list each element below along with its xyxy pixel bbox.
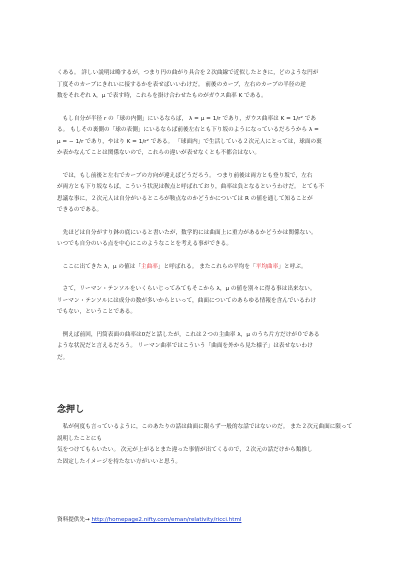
reference-link[interactable]: http://homepage2.nifty.com/eman/relativity/ricci.html xyxy=(91,517,242,523)
text-line: た固定したイメージを持たない方がいいと思う。 xyxy=(57,458,181,465)
text-line xyxy=(57,262,355,274)
text-fragment: ここに出てきた λ，μ の値は「 xyxy=(57,263,141,270)
text-line: ような状況だと言えるだろう。 リーマン曲率ではこういう「曲面を外から見た様子」は表せないわけ xyxy=(57,343,313,349)
paragraph-1 xyxy=(57,68,355,103)
principal-curvature-term: 主曲率 xyxy=(141,263,158,270)
paragraph-7 xyxy=(57,330,355,365)
paragraph-6 xyxy=(57,284,355,319)
text-line: 先ほどは自分がすり鉢の底にいると書いたが，数学的には曲面上に重力があるかどうかは関係ない。 xyxy=(57,229,317,236)
section-heading: 念押し xyxy=(57,405,85,415)
text-line: では，もし前後と左右でカーブの方向が違えばどうだろう。 つまり前後は両方とも登り坂で，左右 xyxy=(57,172,313,179)
paragraph-3 xyxy=(57,171,355,217)
text-line: 私が何度も言っているように，このあたりの話は曲面に限らず一般的な話ではないのだ。 また２次元曲面に限って説明したことにも xyxy=(57,424,353,442)
text-line: 例えば前回，円筒表面の曲率は0だと話したが，これは２つの主曲率 λ，μ のうち片方だけが０である xyxy=(57,331,320,338)
text-line: もし自分が半径 r の「球の内側」にいるならば， λ = μ = 1/r であり，ガウス曲率は K = 1/r² であ xyxy=(57,115,316,122)
mean-curvature-term: 平均曲率 xyxy=(255,263,279,270)
text-line: さて，リーマン・テンソルをいくらいじってみてもそこから λ，μ の値を別々に得る事は出来ない。 xyxy=(57,286,316,292)
text-line: だ。 xyxy=(57,354,69,361)
reference-label: 資料提供先→ xyxy=(57,517,90,523)
text-line: できるのである。 xyxy=(57,207,103,213)
text-line: 数をそれぞれ λ，μ で表す時，これらを掛け合わせたものがガウス曲率 K である。 xyxy=(57,93,267,99)
text-line: リーマン・テンソルには成分の数が多いからといって，曲面についてのあらゆる情報を含んでいるわけ xyxy=(57,297,317,304)
text-line: 丁度そのカーブにきれいに接するかを表せばいいわけだ。 前後のカーブ，左右のカーブの半径の逆 xyxy=(57,81,306,88)
text-line: いつでも自分のいる点を中心にこのようなことを考える事ができる。 xyxy=(57,241,232,247)
section-reminder xyxy=(57,404,355,468)
text-line: 思議な事に，２次元人は自分がいるところが鞍点なのかどうかについては R の値を通して知ることが xyxy=(57,195,313,202)
text-line: くある。 詳しい説明は略するが，つまり円の曲がり具合を２次曲線で近似したときに，どのような円が xyxy=(57,70,319,76)
text-fragment: 」と呼ばれる。 またこれらの平均を「 xyxy=(157,263,256,270)
reference-line xyxy=(57,515,355,525)
text-line: る。 もしその裏側の「球の表側」にいるならば前後左右とも下り坂のようになっているだろうから λ = xyxy=(57,127,319,133)
text-line: が両方とも下り坂ならば，こういう状況は鞍点と呼ばれており，曲率は負となるというわけだ。 とても不 xyxy=(57,184,325,190)
text-line: か表かなんてことは関係ないので，これらの違いが表せなくとも不都合はない。 xyxy=(57,150,261,156)
document-body xyxy=(57,68,355,525)
paragraph-2 xyxy=(57,114,355,160)
text-line: μ = − 1/r であり，やはり K = 1/r² である。 「球面内」で生活している２次元人にとっては，球面の裏 xyxy=(57,138,322,145)
text-fragment: 」と呼ぶ。 xyxy=(278,263,307,270)
text-line: でもない，ということである。 xyxy=(57,309,137,315)
paragraph-4 xyxy=(57,228,355,251)
paragraph-5 xyxy=(57,262,355,274)
text-line: 気をつけてもらいたい。 次元が上がるとまた違った事情が出てくるので，２次元の話だけから類推し xyxy=(57,447,313,453)
